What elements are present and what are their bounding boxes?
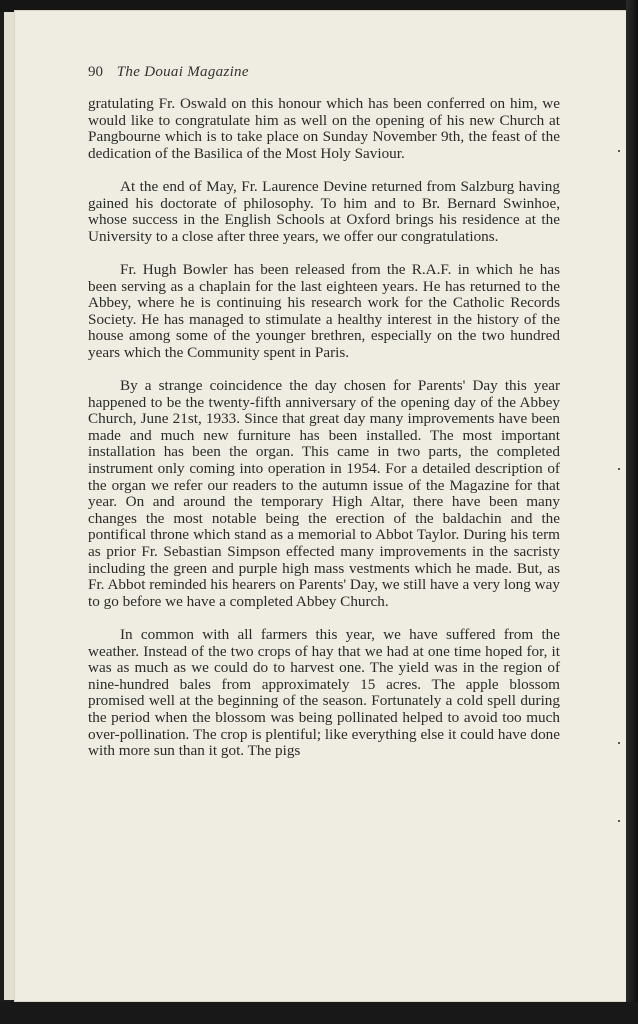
margin-mark [618, 742, 620, 744]
paragraph: Fr. Hugh Bowler has been released from the R.A.F. in which he has been serving as a chaplain for the last eighteen years. He has returned to the Abbey, where he is continuing his research work for the Catholic Records Society. He has managed to stimulate a healthy interest in the history of the house among some of the younger brethren, especially on the two hundred years which the Community spent in Paris. [88, 260, 560, 361]
paragraph: At the end of May, Fr. Laurence Devine returned from Salzburg having gained his doctorate of philosophy. To him and to Br. Bernard Swinhoe, whose success in the English Schools at Oxford brings his residence at the University to a close after three years, we offer our congratulations. [88, 177, 560, 245]
body-text [88, 96, 560, 760]
page-number: 90 [88, 64, 103, 80]
margin-mark [618, 468, 620, 470]
margin-mark [618, 820, 620, 822]
book-spine [626, 0, 638, 1024]
paragraph: gratulating Fr. Oswald on this honour which has been conferred on him, we would like to congratulate him as well on the opening of his new Church at Pangbourne which is to take place on Sunday November 9th, the feast of the dedication of the Basilica of the Most Holy Saviour. [88, 95, 560, 162]
running-header [88, 64, 249, 88]
paragraph: In common with all farmers this year, we have suffered from the weather. Instead of the two crops of hay that we had at one time hoped for, it was as much as we could do to harvest one. The yield was in the region of nine-hundred bales from approximately 15 acres. The apple blossom promised well at the beginning of the season. Fortunately a cold spell during the period when the blossom was being pollinated helped to avoid too much over-pollination. The crop is plentiful; like everything else it could have done with more sun than it got. The pigs [88, 626, 560, 760]
book-bottom-edge [0, 1002, 638, 1024]
journal-title: The Douai Magazine [116, 64, 249, 80]
paragraph: By a strange coincidence the day chosen for Parents' Day this year happened to be the twenty-fifth anniversary of the opening day of the Abbey Church, June 21st, 1933. Since that great day many improvements have been made and much new furniture has been installed. The most important installation has been the organ. This came in two parts, the completed instrument only coming into operation in 1954. For a detailed description of the organ we refer our readers to the autumn issue of the Magazine for that year. On and around the temporary High Altar, there have been many changes the most notable being the erection of the baldachin and the pontifical throne which stand as a memorial to Abbot Taylor. During his term as prior Fr. Sebastian Simpson effected many improvements in the sacristy including the green and purple high mass vestments which he made. But, as Fr. Abbot reminded his hearers on Parents' Day, we still have a very long way to go before we have a completed Abbey Church. [88, 377, 560, 610]
margin-mark [618, 150, 620, 152]
